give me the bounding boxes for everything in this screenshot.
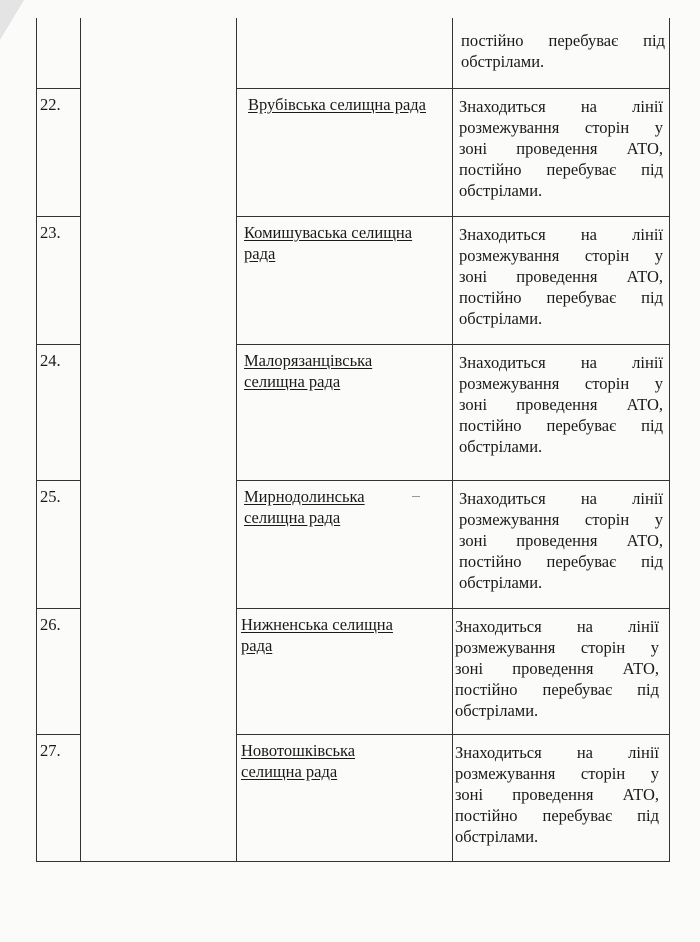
status-line: розмежування сторін у (459, 246, 663, 265)
status-line: Знаходиться на лінії (459, 225, 663, 244)
status-line: розмежування сторін у (459, 118, 663, 137)
settlement-name (248, 94, 448, 115)
status-line: Знаходиться на лінії (455, 743, 659, 762)
status-line: постійно перебуває під (459, 552, 663, 571)
status-line: Знаходиться на лінії (459, 97, 663, 116)
column-divider-2 (236, 18, 237, 862)
row-number: 27. (40, 741, 61, 760)
status-line: постійно перебуває під (459, 288, 663, 307)
table-border-bottom (36, 861, 670, 862)
row-divider-left (36, 88, 81, 89)
row-number: 26. (40, 615, 61, 634)
row-divider-right (236, 480, 670, 481)
settlement-name-line: Малорязанцівська (244, 351, 373, 370)
row-divider-left (36, 608, 81, 609)
table-border-right (669, 18, 670, 862)
settlement-name-line: Мирнодолинська (244, 487, 365, 506)
status-line: зоні проведення АТО, (459, 531, 663, 550)
row-number: 23. (40, 223, 61, 242)
settlement-name (241, 740, 441, 782)
row-divider-right (236, 88, 670, 89)
row-divider-right (236, 734, 670, 735)
page-fold-shadow (0, 0, 24, 40)
settlement-name-line: Врубівська селищна рада (248, 95, 426, 114)
row-divider-right (236, 216, 670, 217)
status-line: Знаходиться на лінії (455, 617, 659, 636)
settlement-status (459, 224, 663, 329)
settlement-status (455, 616, 659, 721)
status-line: обстрілами. (455, 827, 539, 846)
status-line: розмежування сторін у (455, 764, 659, 783)
settlement-status (459, 352, 663, 457)
scan-mark (412, 496, 420, 497)
settlement-name-line: Новотошківська (241, 741, 356, 760)
settlement-status (459, 488, 663, 593)
status-line: постійно перебуває під (455, 806, 659, 825)
row-divider-right (236, 608, 670, 609)
settlement-name-line: селищна рада (244, 508, 341, 527)
status-line: постійно перебуває під (461, 31, 665, 50)
status-line: Знаходиться на лінії (459, 353, 663, 372)
table-border-left (36, 18, 37, 862)
row-divider-left (36, 480, 81, 481)
status-line: постійно перебуває під (459, 416, 663, 435)
row-number: 25. (40, 487, 61, 506)
status-line: розмежування сторін у (455, 638, 659, 657)
status-line: Знаходиться на лінії (459, 489, 663, 508)
settlement-name-line: Комишуваська селищна (244, 223, 413, 242)
settlement-status (459, 96, 663, 201)
settlement-name (244, 350, 444, 392)
settlement-name-line: Нижненська селищна (241, 615, 393, 634)
status-line: постійно перебуває під (455, 680, 659, 699)
row-divider-right (236, 344, 670, 345)
settlement-name (241, 614, 441, 656)
settlement-name-line: рада (244, 244, 276, 263)
settlement-name (244, 486, 444, 528)
settlement-status (455, 742, 659, 847)
status-line: зоні проведення АТО, (459, 139, 663, 158)
settlement-name-line: селищна рада (244, 372, 341, 391)
status-line: зоні проведення АТО, (459, 267, 663, 286)
column-divider-3 (452, 18, 453, 862)
settlement-table (36, 18, 670, 862)
row-divider-left (36, 216, 81, 217)
status-line: обстрілами. (459, 437, 543, 456)
row-divider-left (36, 734, 81, 735)
settlement-name-line: селищна рада (241, 762, 338, 781)
status-line: зоні проведення АТО, (455, 659, 659, 678)
status-line: зоні проведення АТО, (459, 395, 663, 414)
status-line: розмежування сторін у (459, 510, 663, 529)
status-line: обстрілами. (459, 573, 543, 592)
row-number: 24. (40, 351, 61, 370)
status-line: постійно перебуває під (459, 160, 663, 179)
status-line: обстрілами. (461, 52, 545, 71)
row-divider-left (36, 344, 81, 345)
top-fragment-status (461, 30, 665, 72)
settlement-name (244, 222, 444, 264)
status-line: зоні проведення АТО, (455, 785, 659, 804)
settlement-name-line: рада (241, 636, 273, 655)
row-number: 22. (40, 95, 61, 114)
status-line: обстрілами. (459, 309, 543, 328)
status-line: обстрілами. (455, 701, 539, 720)
status-line: обстрілами. (459, 181, 543, 200)
status-line: розмежування сторін у (459, 374, 663, 393)
column-divider-1 (80, 18, 81, 862)
